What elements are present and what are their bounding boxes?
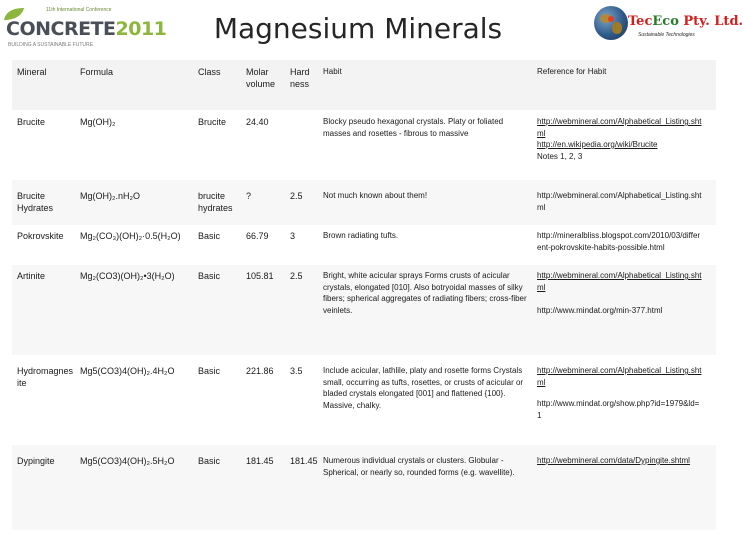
cell-formula: Mg(OH)₂: [80, 117, 116, 127]
cell-reference: [537, 270, 702, 317]
cell-reference: [537, 190, 702, 213]
cell-class: Basic: [198, 231, 221, 241]
cell-mineral: Dypingite: [17, 456, 55, 466]
cell-formula: Mg5(CO3)4(OH)₂.4H₂O: [80, 366, 175, 376]
cell-formula: Mg5(CO3)4(OH)₂.5H₂O: [80, 456, 175, 466]
column-header-reference: Reference for Habit: [537, 67, 607, 76]
cell-habit: Blocky pseudo hexagonal crystals. Platy or foliated masses and rosettes - fibrous to massive: [323, 117, 504, 138]
column-header-habit: Habit: [323, 67, 342, 76]
reference-text: http://www.mindat.org/min-377.html: [537, 306, 663, 315]
cell-hardness: 2.5: [290, 271, 303, 281]
column-header-class: Class: [198, 67, 221, 77]
tececo-wordmark: TecEco Pty. Ltd.: [628, 14, 743, 29]
cell-hardness: 3.5: [290, 366, 303, 376]
cell-habit: Not much known about them!: [323, 191, 428, 200]
cell-class: Basic: [198, 366, 221, 376]
logo-tagline-top: 11th International Conference: [46, 7, 112, 13]
cell-class: brucite hydrates: [198, 191, 233, 213]
cell-molar-volume: 105.81: [246, 271, 274, 281]
column-header-formula: Formula: [80, 67, 114, 77]
reference-text: http://webmineral.com/Alphabetical_Listing.shtml: [537, 191, 702, 212]
cell-molar-volume: 221.86: [246, 366, 274, 376]
reference-link[interactable]: http://webmineral.com/Alphabetical_Listing.shtml: [537, 366, 702, 387]
cell-mineral: Hydromagnesite: [17, 366, 74, 388]
cell-molar-volume: 66.79: [246, 231, 269, 241]
cell-habit: Include acicular, lathlile, platy and rosette forms Crystals small, occurring as tufts, rosettes, or crusts of acicular or bladed crystals elongated [001] and flattened {100}. Massive, chalky.: [323, 366, 524, 410]
cell-hardness: 2.5: [290, 191, 303, 201]
cell-reference: [537, 116, 702, 162]
logo-tagline-bottom: BUILDING A SUSTAINABLE FUTURE: [8, 42, 93, 48]
reference-link[interactable]: http://en.wikipedia.org/wiki/Brucite: [537, 140, 658, 149]
cell-molar-volume: 24.40: [246, 117, 269, 127]
reference-text: http://www.mindat.org/show.php?id=1979&ld=1: [537, 399, 700, 420]
cell-formula: Mg(OH)₂.nH₂O: [80, 191, 140, 201]
reference-notes: Notes 1, 2, 3: [537, 151, 583, 161]
cell-habit: Brown radiating tufts.: [323, 231, 399, 240]
cell-molar-volume: 181.45: [246, 456, 274, 466]
logo-wordmark: CONCRETE2011: [6, 18, 167, 40]
cell-habit: Numerous individual crystals or clusters. Globular - Spherical, or nearly so, rounded forms (e.g. wavellite).: [323, 456, 515, 477]
cell-mineral: Brucite Hydrates: [17, 191, 54, 213]
cell-reference: [537, 455, 702, 467]
cell-mineral: Pokrovskite: [17, 231, 64, 241]
reference-link[interactable]: http://webmineral.com/data/Dypingite.shtml: [537, 456, 690, 465]
cell-reference: [537, 365, 702, 421]
cell-formula: Mg₂(CO3)(OH)₂•3(H₂O): [80, 271, 175, 281]
column-header-hardness: Hard ness: [290, 67, 310, 89]
cell-class: Basic: [198, 456, 221, 466]
cell-mineral: Brucite: [17, 117, 46, 127]
column-header-mineral: Mineral: [17, 67, 47, 77]
cell-reference: [537, 230, 702, 253]
reference-text: http://mineralbliss.blogspot.com/2010/03/different-pokrovskite-habits-possible.html: [537, 231, 701, 252]
cell-class: Basic: [198, 271, 221, 281]
cell-habit: Bright, white acicular sprays Forms crusts of acicular crystals, elongated [010]. Also botryoidal masses of silky fibers; spherical aggregates of radiating fibers; cross-fiber veinlets.: [323, 271, 527, 315]
cell-mineral: Artinite: [17, 271, 46, 281]
reference-link[interactable]: http://webmineral.com/Alphabetical_Listing.shtml: [537, 117, 702, 138]
cell-formula: Mg₂(CO₃)(OH)₂·0.5(H₂O): [80, 231, 181, 241]
cell-class: Brucite: [198, 117, 227, 127]
tececo-tagline: Sustainable Technologies: [638, 32, 695, 38]
cell-hardness: 181.45: [290, 456, 318, 466]
page-title: Magnesium Minerals: [213, 12, 503, 45]
cell-hardness: 3: [290, 231, 296, 241]
cell-molar-volume: ?: [246, 191, 252, 201]
column-header-molar-volume: Molar volume: [246, 67, 276, 89]
reference-link[interactable]: http://webmineral.com/Alphabetical_Listing.shtml: [537, 271, 702, 292]
